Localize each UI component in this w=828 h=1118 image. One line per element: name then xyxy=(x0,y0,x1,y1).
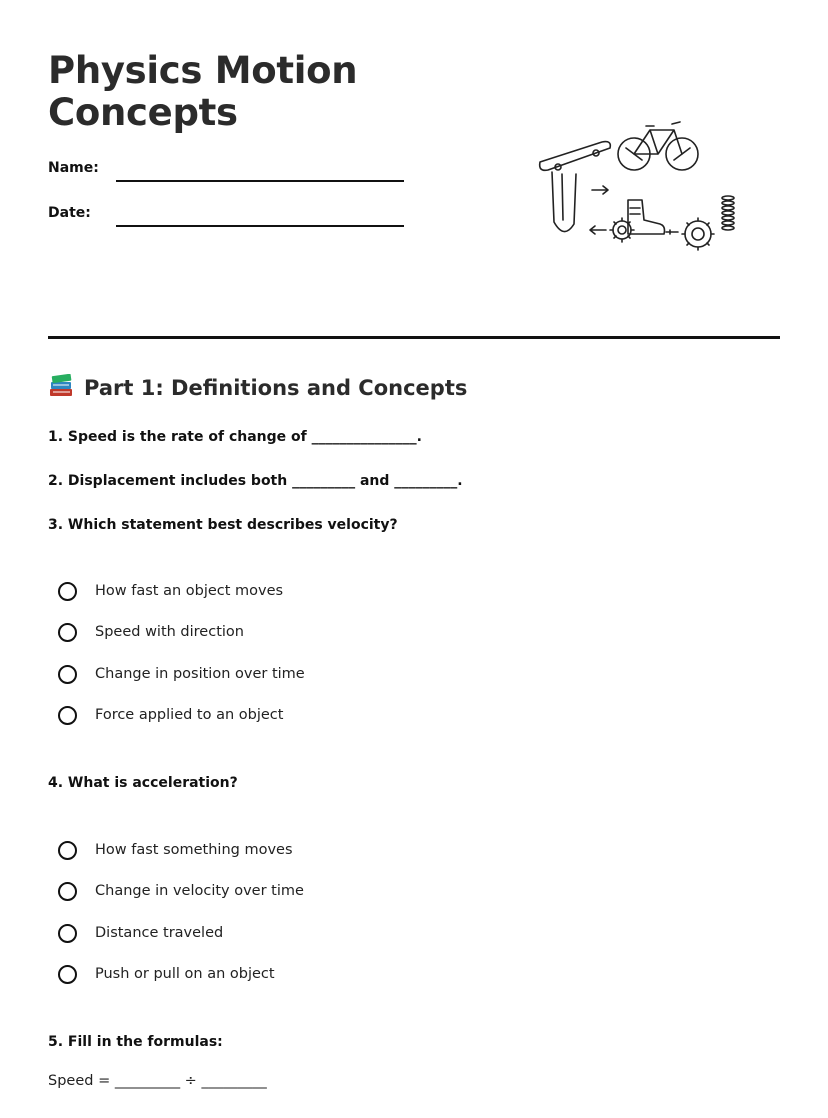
radio-button[interactable] xyxy=(58,965,77,984)
name-label: Name: xyxy=(48,160,99,176)
option-label: Distance traveled xyxy=(95,925,224,941)
question-2: 2. Displacement includes both _________ and _________. xyxy=(48,473,463,489)
radio-button[interactable] xyxy=(58,665,77,684)
speed-formula: Speed = _________ ÷ _________ xyxy=(48,1073,267,1089)
section-title-part1 xyxy=(48,374,467,400)
section-title-text: Part 1: Definitions and Concepts xyxy=(84,376,468,400)
option-label: Change in position over time xyxy=(95,666,305,682)
spring-icon xyxy=(722,196,734,230)
motion-illustration xyxy=(532,112,752,262)
question-5: 5. Fill in the formulas: xyxy=(48,1034,223,1050)
option-label: Speed with direction xyxy=(95,624,244,640)
option-label: Push or pull on an object xyxy=(95,966,275,982)
q3-option-3[interactable] xyxy=(58,662,305,686)
question-1: 1. Speed is the rate of change of _______________. xyxy=(48,429,422,445)
option-label: Change in velocity over time xyxy=(95,883,304,899)
q4-option-4[interactable] xyxy=(58,962,275,986)
name-line[interactable] xyxy=(116,180,404,182)
page-title xyxy=(48,50,408,134)
q4-option-3[interactable] xyxy=(58,921,223,945)
skateboard-icon xyxy=(540,142,611,232)
question-3: 3. Which statement best describes velocity? xyxy=(48,517,398,533)
title-line-2: Concepts xyxy=(48,91,238,134)
section-divider xyxy=(48,336,780,339)
radio-button[interactable] xyxy=(58,706,77,725)
title-line-1: Physics Motion xyxy=(48,49,358,92)
radio-button[interactable] xyxy=(58,623,77,642)
option-label: How fast an object moves xyxy=(95,583,284,599)
radio-button[interactable] xyxy=(58,841,77,860)
boot-icon xyxy=(628,200,665,234)
books-icon xyxy=(48,374,74,398)
option-label: How fast something moves xyxy=(95,842,293,858)
option-label: Force applied to an object xyxy=(95,707,284,723)
date-line[interactable] xyxy=(116,225,404,227)
radio-button[interactable] xyxy=(58,582,77,601)
radio-button[interactable] xyxy=(58,924,77,943)
arrow-left-icon xyxy=(590,226,606,234)
radio-button[interactable] xyxy=(58,882,77,901)
q3-option-4[interactable] xyxy=(58,703,283,727)
q3-option-1[interactable] xyxy=(58,579,283,603)
arrow-right-icon xyxy=(592,186,608,194)
q4-option-2[interactable] xyxy=(58,879,304,903)
q4-option-1[interactable] xyxy=(58,838,293,862)
bicycle-icon xyxy=(618,122,698,170)
date-label: Date: xyxy=(48,205,91,221)
q3-option-2[interactable] xyxy=(58,620,244,644)
question-4: 4. What is acceleration? xyxy=(48,775,238,791)
